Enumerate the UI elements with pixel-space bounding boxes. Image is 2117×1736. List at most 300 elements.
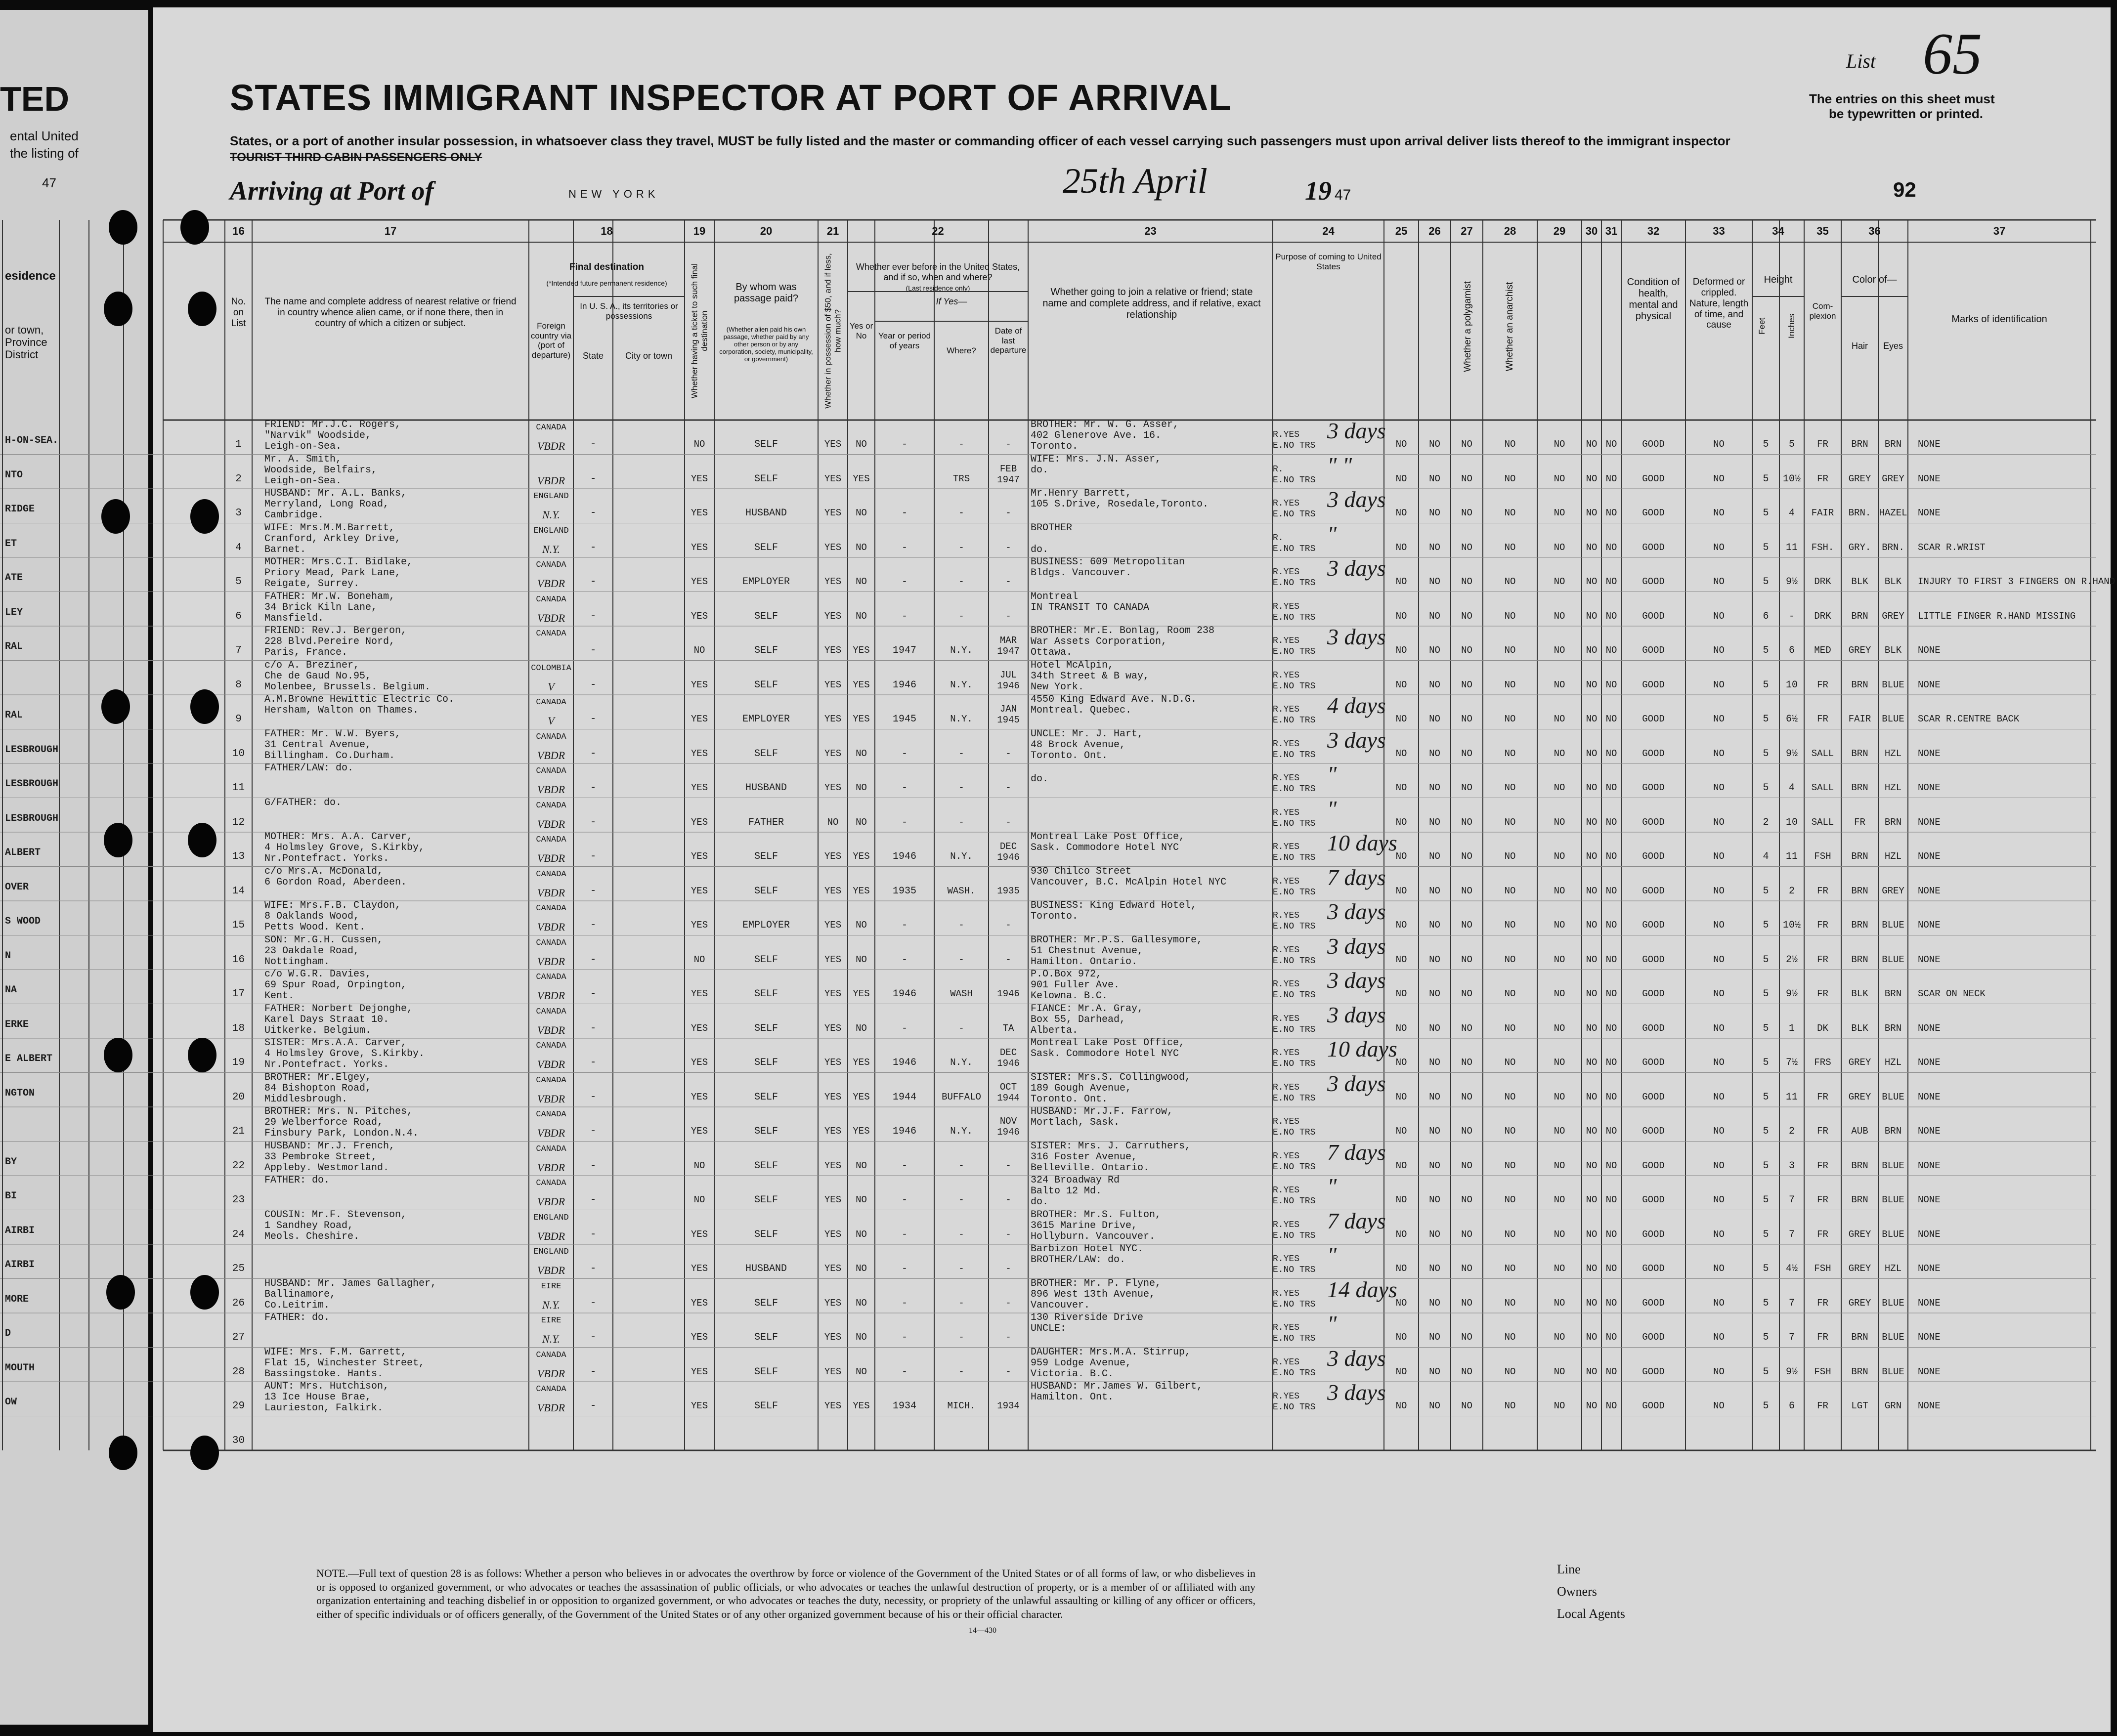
left-col-head: Province (5, 336, 47, 348)
ticket: YES (691, 1228, 708, 1240)
state: - (590, 1400, 597, 1412)
fifty-dollars: YES (824, 1366, 842, 1377)
relative-address: AUNT: Mrs. Hutchison, (264, 1381, 389, 1392)
complexion: FSH (1814, 1366, 1831, 1377)
answer-no: NO (1429, 1297, 1440, 1309)
answer-no: NO (1395, 988, 1407, 999)
health-condition: GOOD (1642, 1194, 1665, 1205)
joining-relative: UNCLE: Mr. J. Hart, (1031, 728, 1144, 740)
paid-by: HUSBAND (745, 1263, 787, 1274)
foreign-country: CANADA (536, 1350, 566, 1360)
answer-no: NO (1395, 816, 1407, 828)
answer-no: NO (1713, 748, 1725, 759)
health-condition: GOOD (1642, 1297, 1665, 1309)
port-departure: N.Y. (542, 1298, 560, 1311)
height-feet: 5 (1763, 885, 1769, 897)
answer-no: NO (1461, 1400, 1472, 1411)
answer-no: NO (1554, 988, 1565, 999)
answer-no: NO (1395, 576, 1407, 587)
answer-no: NO (1395, 1160, 1407, 1171)
relative-address: BROTHER: Mr.Elgey, (264, 1071, 372, 1083)
before-us: NO (856, 1263, 867, 1274)
height-inches: 10 (1785, 679, 1798, 691)
answer-no: NO (1429, 1366, 1440, 1377)
year-period: - (901, 1366, 907, 1378)
height-inches: - (1788, 610, 1795, 622)
ticket: NO (693, 1194, 705, 1205)
col-year-period: Year or period of years (878, 331, 931, 350)
answer-no: NO (1429, 851, 1440, 862)
paid-by: SELF (754, 1297, 778, 1309)
height-inches: 2½ (1785, 954, 1798, 966)
answer-no: NO (1461, 1160, 1472, 1171)
column-number: 22 (932, 225, 944, 237)
height-inches: 10½ (1782, 920, 1801, 931)
answer-no: NO (1461, 439, 1472, 450)
column-number: 23 (1144, 225, 1157, 237)
hair-color: GREY (1848, 1057, 1871, 1068)
answer-no: NO (1395, 610, 1407, 622)
col-where: Where? (947, 346, 976, 355)
joining-relative: 51 Chestnut Avenue, (1031, 945, 1144, 957)
punch-hole (188, 292, 216, 326)
hair-color: GREY (1848, 1228, 1871, 1240)
year-period: 1946 (892, 988, 916, 1000)
answer-no: NO (1713, 1194, 1725, 1205)
col-paid-by: By whom was passage paid? (734, 282, 799, 304)
answer-no: NO (1554, 508, 1565, 518)
year-period: - (901, 782, 907, 794)
joining-relative: Bldgs. Vancouver. (1031, 567, 1132, 579)
purpose: E.NO TRS (1273, 681, 1316, 691)
height-feet: 5 (1763, 473, 1769, 485)
port-departure: N.Y. (542, 1333, 560, 1345)
answer-no: NO (1586, 748, 1598, 759)
left-place: LESBROUGH (5, 812, 59, 824)
column-number: 36 (1868, 225, 1881, 237)
port-departure: VBDR (537, 1195, 565, 1208)
identification-marks: NONE (1918, 885, 1941, 896)
foreign-country: ENGLAND (533, 526, 569, 536)
hair-color: BRN (1851, 782, 1868, 793)
hair-color: BRN (1851, 920, 1868, 931)
ticket: YES (691, 1332, 708, 1343)
joining-relative: Montreal. Quebec. (1031, 705, 1132, 716)
identification-marks: NONE (1918, 679, 1941, 690)
handwritten-note: 3 days (1327, 899, 1386, 924)
purpose: E.NO TRS (1273, 544, 1316, 554)
paid-by: SELF (754, 1366, 778, 1378)
joining-relative: BROTHER/LAW: do. (1031, 1254, 1126, 1266)
relative-address: c/o A. Breziner, (264, 659, 360, 671)
foreign-country: CANADA (536, 801, 566, 810)
joining-relative: Vancouver. (1031, 1299, 1090, 1311)
hair-color: BRN (1851, 439, 1868, 450)
purpose: R.YES (1273, 807, 1300, 818)
relative-address: FATHER: do. (264, 1175, 330, 1186)
height-inches: 9½ (1785, 988, 1798, 1000)
purpose: E.NO TRS (1273, 647, 1316, 657)
identification-marks: NONE (1918, 645, 1941, 656)
answer-no: NO (1605, 816, 1617, 828)
where: - (958, 508, 964, 518)
fifty-dollars: YES (824, 920, 842, 931)
date-departure: OCT (999, 1081, 1017, 1093)
left-place: NGTON (5, 1087, 35, 1099)
left-place: ET (5, 538, 17, 550)
relative-address: Nottingham. (264, 956, 330, 968)
col-eyes: Eyes (1883, 341, 1903, 351)
state: - (590, 816, 597, 828)
health-condition: GOOD (1642, 542, 1665, 553)
answer-no: NO (1554, 645, 1565, 656)
answer-no: NO (1504, 576, 1516, 587)
hair-color: BLK (1851, 1022, 1868, 1034)
health-condition: GOOD (1642, 1332, 1665, 1343)
answer-no: NO (1429, 954, 1440, 965)
relative-address: 13 Ice House Brae, (264, 1392, 372, 1403)
joining-relative: Box 55, Darhead, (1031, 1014, 1126, 1025)
answer-no: NO (1605, 645, 1617, 656)
fifty-dollars: YES (824, 1228, 842, 1240)
ticket: YES (691, 1091, 708, 1102)
identification-marks: NONE (1918, 1297, 1941, 1309)
answer-no: NO (1395, 851, 1407, 862)
year-period: - (901, 1297, 907, 1309)
hair-color: BRN (1851, 748, 1868, 759)
joining-relative: Toronto. Ont. (1031, 1093, 1108, 1105)
complexion: FR (1817, 714, 1828, 724)
health-condition: GOOD (1642, 885, 1665, 896)
answer-no: NO (1605, 1400, 1617, 1411)
port-departure: VBDR (537, 1264, 565, 1276)
height-feet: 5 (1763, 1022, 1769, 1034)
relative-address: Leigh-on-Sea. (264, 441, 342, 452)
state: - (590, 542, 597, 553)
answer-no: NO (1713, 576, 1725, 587)
foreign-country: CANADA (536, 1110, 566, 1119)
fifty-dollars: YES (824, 1022, 842, 1034)
punch-hole (190, 689, 219, 724)
joining-relative: IN TRANSIT TO CANADA (1031, 601, 1150, 613)
height-inches: 7 (1788, 1297, 1795, 1309)
fifty-dollars: YES (824, 439, 842, 450)
left-place: BI (5, 1190, 17, 1202)
col-before-us: Whether ever before in the United States, and if so, when and where? (856, 262, 1020, 282)
answer-no: NO (1504, 542, 1516, 553)
foreign-country: CANADA (536, 835, 566, 845)
joining-relative: 48 Brock Avenue, (1031, 739, 1126, 751)
joining-relative: BROTHER: Mr.P.S. Gallesymore, (1031, 934, 1203, 946)
identification-marks: NONE (1918, 954, 1941, 965)
line-label: Line (1557, 1562, 1581, 1576)
hair-color: GREY (1848, 1091, 1871, 1102)
height-feet: 5 (1763, 439, 1769, 450)
answer-no: NO (1504, 816, 1516, 828)
complexion: FR (1817, 920, 1828, 931)
col-relative: The name and complete address of nearest relative or friend in country whence alien came, or if none there, then in country of which a citizen or subject. (264, 296, 517, 329)
identification-marks: NONE (1918, 748, 1941, 759)
where: N.Y. (950, 679, 973, 690)
answer-no: NO (1713, 920, 1725, 931)
answer-no: NO (1586, 1194, 1598, 1205)
port-departure: VBDR (537, 1229, 565, 1242)
state: - (590, 610, 597, 622)
eye-color: HZL (1884, 851, 1902, 862)
health-condition: GOOD (1642, 954, 1665, 965)
purpose: R.YES (1273, 1186, 1300, 1195)
relative-address: Leigh-on-Sea. (264, 475, 342, 487)
before-us: NO (856, 542, 867, 553)
ticket: YES (691, 885, 708, 896)
answer-no: NO (1554, 610, 1565, 622)
year-period: - (901, 542, 907, 553)
identification-marks: NONE (1918, 1160, 1941, 1171)
punch-hole (188, 823, 216, 857)
left-place: BY (5, 1156, 17, 1168)
answer-no: NO (1429, 473, 1440, 484)
year-period: - (901, 1263, 907, 1274)
relative-address: FATHER: Norbert Dejonghe, (264, 1003, 413, 1015)
health-condition: GOOD (1642, 851, 1665, 862)
state: - (590, 1126, 597, 1137)
hair-color: BRN (1851, 885, 1868, 896)
height-feet: 5 (1763, 714, 1769, 725)
answer-no: NO (1395, 1263, 1407, 1274)
purpose: E.NO TRS (1273, 1162, 1316, 1172)
answer-no: NO (1461, 920, 1472, 931)
paid-by: SELF (754, 645, 778, 656)
answer-no: NO (1461, 816, 1472, 828)
answer-no: NO (1429, 714, 1440, 724)
fifty-dollars: YES (824, 542, 842, 553)
height-inches: 9½ (1785, 576, 1798, 588)
answer-no: NO (1461, 1366, 1472, 1377)
punch-hole (104, 292, 132, 326)
identification-marks: NONE (1918, 851, 1941, 862)
state: - (590, 1194, 597, 1206)
answer-no: NO (1605, 610, 1617, 622)
handwritten-note: 3 days (1327, 968, 1386, 993)
joining-relative: WIFE: Mrs. J.N. Asser, (1031, 453, 1162, 465)
relative-address: HUSBAND: Mr. James Gallagher, (264, 1277, 437, 1289)
before-us: YES (853, 1057, 870, 1068)
left-place: S WOOD (5, 916, 41, 927)
purpose: E.NO TRS (1273, 1299, 1316, 1310)
handwritten-note: 3 days (1327, 418, 1386, 443)
foreign-country: CANADA (536, 732, 566, 742)
height-feet: 5 (1763, 1057, 1769, 1068)
date-departure: - (1005, 920, 1011, 931)
left-place: MORE (5, 1293, 29, 1305)
identification-marks: SCAR ON NECK (1918, 988, 1986, 999)
answer-no: NO (1429, 988, 1440, 999)
state: - (590, 885, 597, 897)
purpose: R.YES (1273, 670, 1300, 680)
state: - (590, 1022, 597, 1034)
joining-relative: Toronto. (1031, 911, 1079, 922)
paid-by: SELF (754, 748, 778, 760)
height-feet: 5 (1763, 1160, 1769, 1172)
foreign-country: EIRE (541, 1316, 562, 1325)
left-place: N (5, 950, 11, 962)
joining-relative: DAUGHTER: Mrs.M.A. Stirrup, (1031, 1346, 1191, 1358)
ticket: YES (691, 782, 708, 793)
foreign-country: CANADA (536, 423, 566, 432)
answer-no: NO (1429, 1332, 1440, 1343)
purpose: E.NO TRS (1273, 887, 1316, 897)
row-number: 18 (232, 1022, 245, 1034)
date-departure: - (1005, 439, 1011, 450)
answer-no: NO (1586, 679, 1598, 690)
height-feet: 5 (1763, 1091, 1769, 1103)
col-if-yes: If Yes— (936, 296, 967, 306)
joining-relative: 4550 King Edward Ave. N.D.G. (1031, 694, 1197, 705)
fifty-dollars: YES (824, 988, 842, 999)
paid-by: SELF (754, 679, 778, 691)
left-col-head: esidence (5, 269, 56, 283)
port-departure: VBDR (537, 852, 565, 864)
joining-relative: Hamilton. Ont. (1031, 1392, 1114, 1403)
joining-relative: FIANCE: Mr.A. Gray, (1031, 1003, 1144, 1015)
relative-address: Middlesbrough. (264, 1093, 348, 1105)
health-condition: GOOD (1642, 782, 1665, 793)
answer-no: NO (1429, 1400, 1440, 1411)
purpose: E.NO TRS (1273, 1265, 1316, 1275)
where: BUFFALO (942, 1091, 981, 1102)
identification-marks: NONE (1918, 1194, 1941, 1205)
relative-address: Cambridge. (264, 509, 324, 521)
identification-marks: NONE (1918, 1126, 1941, 1137)
answer-no: NO (1504, 851, 1516, 862)
state: - (590, 1228, 597, 1240)
fifty-dollars: YES (824, 576, 842, 587)
height-inches: 11 (1785, 542, 1798, 553)
port-departure: N.Y. (542, 508, 560, 521)
fifty-dollars: YES (824, 679, 842, 690)
answer-no: NO (1504, 782, 1516, 793)
joining-relative: 896 West 13th Avenue, (1031, 1288, 1156, 1300)
joining-relative: Barbizon Hotel NYC. (1031, 1243, 1144, 1255)
handwritten-note: 3 days (1327, 933, 1386, 959)
joining-relative: Hamilton. Ontario. (1031, 956, 1138, 968)
purpose: R. (1273, 533, 1284, 543)
port-departure: V (548, 715, 555, 727)
answer-no: NO (1461, 610, 1472, 622)
answer-no: NO (1605, 1263, 1617, 1274)
joining-relative: BROTHER: Mr.S. Fulton, (1031, 1209, 1162, 1221)
complexion: FR (1817, 1194, 1828, 1205)
answer-no: NO (1429, 610, 1440, 622)
eye-color: BLK (1884, 645, 1902, 656)
ticket: YES (691, 610, 708, 622)
joining-relative: Sask. Commodore Hotel NYC (1031, 1048, 1179, 1059)
complexion: FSH (1814, 1263, 1831, 1274)
footer-note: NOTE.—Full text of question 28 is as follows: Whether a person who believes in or advocates the overthrow by force or violence of the Government of the United States or of all forms of law, or who disbelieves in or is opposed to organized government, or who advocates or teaches the assassination of public officials, or who advocates or teaches the unlawful destruction of property, or is a member of or affiliated with any organization entertaining and teaching disbelief in or opposition to organized government, or who advocates or teaches the duty, necessity, or propriety of the unlawful assaulting or killing of any officer or officers, either of specific individuals or of officers generally, of the Government of the United States or of any other organized government because of his or their official character. (316, 1567, 1255, 1620)
joining-relative: Balto 12 Md. (1031, 1186, 1102, 1197)
answer-no: NO (1504, 1332, 1516, 1343)
answer-no: NO (1395, 920, 1407, 931)
answer-no: NO (1554, 1022, 1565, 1034)
col-paid-by-note: (Whether alien paid his own passage, whether paid by any other person or by any corporation, society, municipality, or government) (719, 326, 813, 363)
joining-relative: 959 Lodge Avenue, (1031, 1357, 1132, 1369)
before-us: YES (853, 473, 870, 484)
hair-color: BRN (1851, 1194, 1868, 1205)
before-us: YES (853, 1400, 870, 1411)
row-number: 5 (235, 576, 242, 588)
joining-relative: UNCLE: (1031, 1323, 1067, 1334)
year-period: - (901, 816, 907, 828)
before-us: YES (853, 714, 870, 724)
answer-no: NO (1554, 1332, 1565, 1343)
ticket: YES (691, 1400, 708, 1411)
identification-marks: NONE (1918, 782, 1941, 793)
joining-relative: Toronto. (1031, 441, 1079, 452)
relative-address: Laurieston, Falkirk. (264, 1402, 384, 1414)
eye-color: GREY (1882, 885, 1904, 896)
purpose: E.NO TRS (1273, 990, 1316, 1000)
height-inches: 3 (1788, 1160, 1795, 1172)
purpose: E.NO TRS (1273, 1093, 1316, 1103)
handwritten-note: 4 days (1327, 693, 1386, 718)
answer-no: NO (1395, 1091, 1407, 1102)
paid-by: SELF (754, 1091, 778, 1103)
before-us: NO (856, 816, 867, 828)
year-period: 1935 (892, 885, 916, 897)
answer-no: NO (1429, 1126, 1440, 1137)
col-foreign-country: Foreign country via (port of departure) (530, 321, 572, 360)
purpose: R.YES (1273, 499, 1300, 508)
eye-color: BLK (1884, 576, 1902, 587)
purpose: R. (1273, 464, 1284, 474)
answer-no: NO (1504, 954, 1516, 965)
col-city: City or town (625, 351, 673, 361)
ticket: YES (691, 816, 708, 828)
col-joining: Whether going to join a relative or friend; state name and complete address, and if relative, exact relationship (1042, 287, 1261, 320)
answer-no: NO (1504, 988, 1516, 999)
before-us: NO (856, 439, 867, 450)
foreign-country: CANADA (536, 594, 566, 604)
year-period: - (901, 1160, 907, 1172)
answer-no: NO (1429, 1263, 1440, 1274)
purpose: R.YES (1273, 601, 1300, 612)
state: - (590, 1160, 597, 1172)
answer-no: NO (1713, 714, 1725, 724)
eye-color: HZL (1884, 1263, 1902, 1274)
answer-no: NO (1586, 1297, 1598, 1309)
joining-relative: HUSBAND: Mr.James W. Gilbert, (1031, 1381, 1203, 1392)
identification-marks: SCAR R.CENTRE BACK (1918, 714, 2020, 724)
answer-no: NO (1461, 988, 1472, 999)
eye-color: HAZEL (1879, 508, 1907, 518)
relative-address: Cranford, Arkley Drive, (264, 533, 401, 545)
answer-no: NO (1461, 885, 1472, 896)
height-inches: 7 (1788, 1228, 1795, 1240)
answer-no: NO (1395, 1297, 1407, 1309)
height-feet: 2 (1763, 816, 1769, 828)
foreign-country: CANADA (536, 1144, 566, 1154)
purpose: E.NO TRS (1273, 509, 1316, 519)
height-feet: 5 (1763, 1228, 1769, 1240)
height-feet: 5 (1763, 1263, 1769, 1274)
complexion: DRK (1814, 576, 1831, 587)
row-number: 28 (232, 1366, 245, 1378)
page-title: STATES IMMIGRANT INSPECTOR AT PORT OF ARRIVAL (230, 77, 1232, 118)
date-departure: 1935 (997, 885, 1020, 896)
relative-address: FRIEND: Mr.J.C. Rogers, (264, 419, 401, 430)
height-inches: 9½ (1785, 748, 1798, 760)
purpose: R.YES (1273, 1288, 1300, 1299)
